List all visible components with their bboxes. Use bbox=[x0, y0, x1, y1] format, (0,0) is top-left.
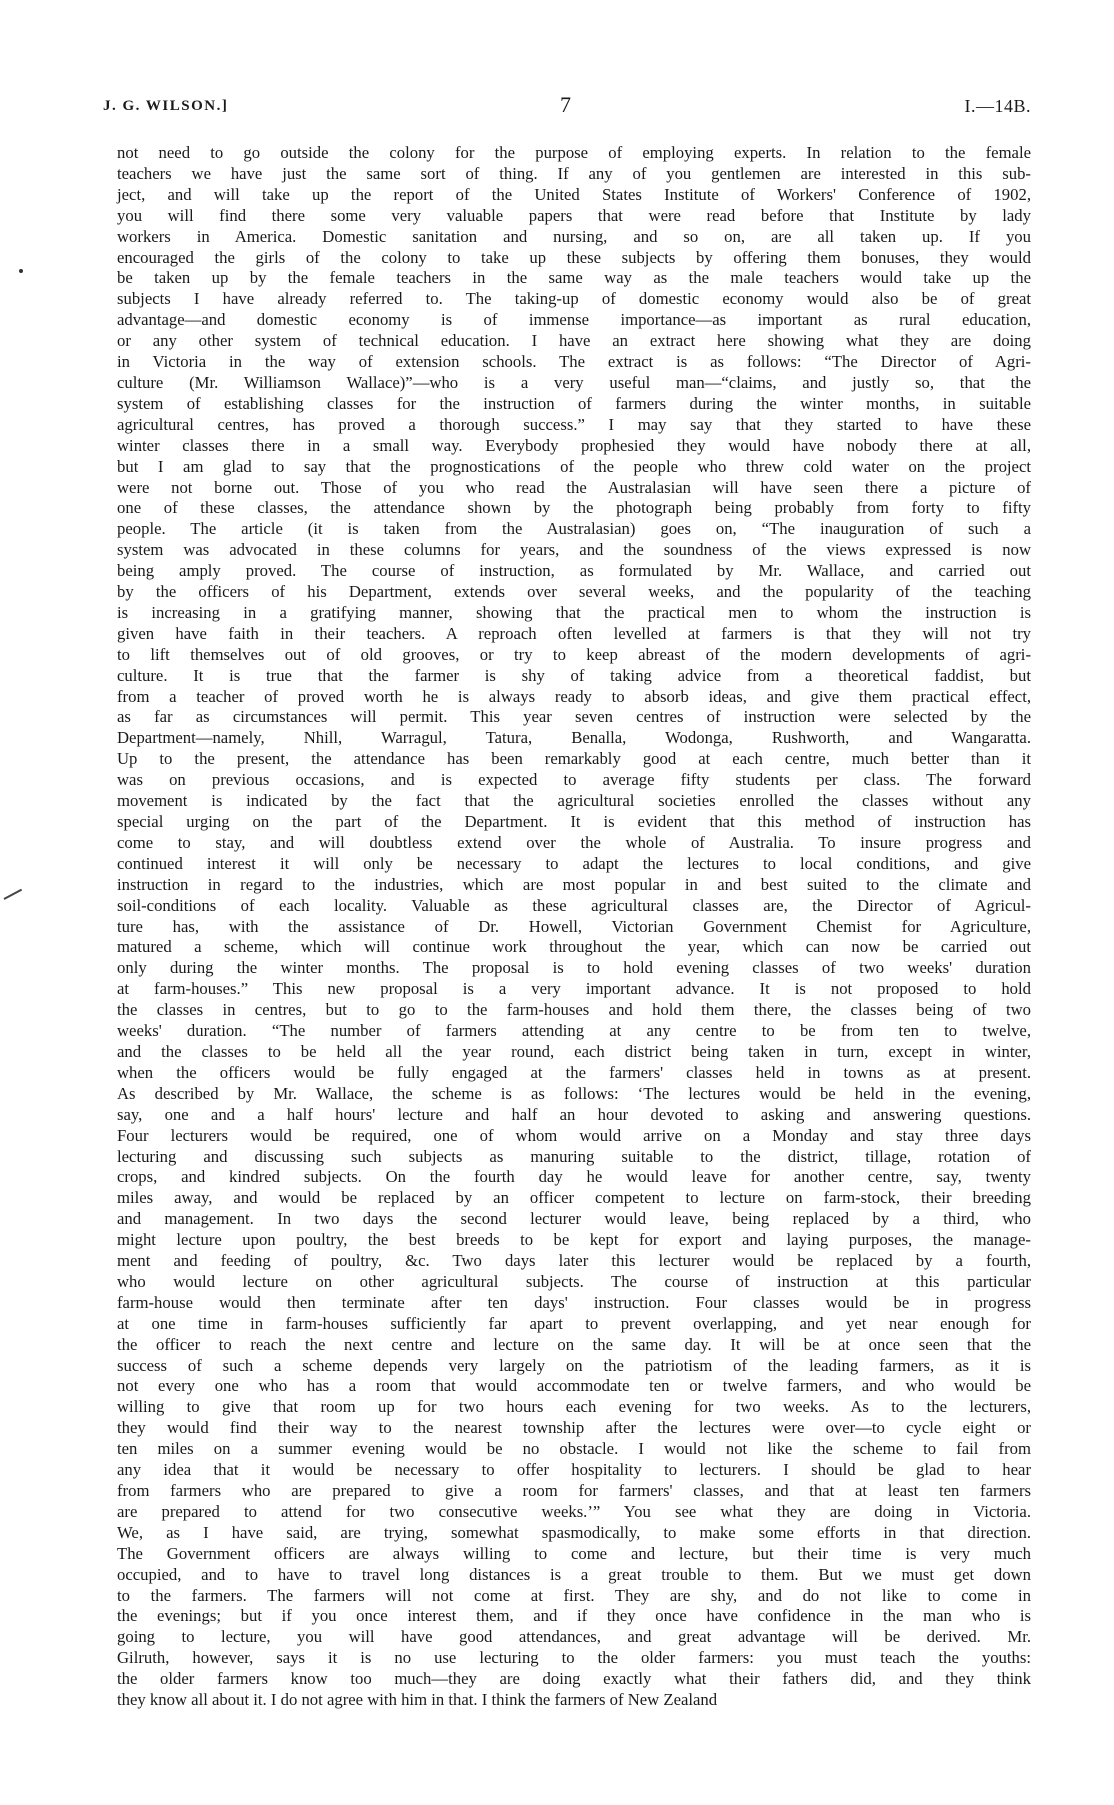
text-line: crops, and kindred subjects. On the fourth day he would leave for another centre, say, twenty bbox=[117, 1167, 1031, 1187]
text-line: Gilruth, however, says it is no use lecturing to the older farmers: you must teach the youths: bbox=[117, 1648, 1031, 1668]
text-line: to the farmers. The farmers will not come at first. They are shy, and do not like to come in bbox=[117, 1585, 1031, 1605]
text-line: given have faith in their teachers. A reproach often levelled at farmers is that they will not try bbox=[117, 623, 1031, 643]
text-line: going to lecture, you will have good attendances, and great advantage will be derived. Mr. bbox=[117, 1627, 1031, 1647]
text-line: As described by Mr. Wallace, the scheme is as follows: ‘The lectures would be held in the evening, bbox=[117, 1083, 1031, 1103]
text-line: winter classes there in a small way. Everybody prophesied they would have nobody there at all, bbox=[117, 435, 1031, 455]
text-line: miles away, and would be replaced by an officer competent to lecture on farm-stock, their breeding bbox=[117, 1188, 1031, 1208]
text-line: you will find there some very valuable papers that were read before that Institute by lady bbox=[117, 205, 1031, 225]
text-line: culture (Mr. Williamson Wallace)”—who is a very useful man—“claims, and justly so, that the bbox=[117, 372, 1031, 392]
text-line: the older farmers know too much—they are doing exactly what their fathers did, and they think bbox=[117, 1669, 1031, 1689]
text-line: Department—namely, Nhill, Warragul, Tatura, Benalla, Wodonga, Rushworth, and Wangaratta. bbox=[117, 728, 1031, 748]
text-line: the officer to reach the next centre and lecture on the same day. It will be at once seen that the bbox=[117, 1334, 1031, 1354]
text-line: at farm-houses.” This new proposal is a very important advance. It is not proposed to hold bbox=[117, 979, 1031, 999]
text-line: workers in America. Domestic sanitation and nursing, and so on, are all taken up. If you bbox=[117, 226, 1031, 246]
text-line: when the officers would be fully engaged at the farmers' classes held in towns as at present. bbox=[117, 1062, 1031, 1082]
text-line: not every one who has a room that would accommodate ten or twelve farmers, and who would be bbox=[117, 1376, 1031, 1396]
text-line: is increasing in a gratifying manner, showing that the practical men to whom the instruction is bbox=[117, 602, 1031, 622]
text-line: weeks' duration. “The number of farmers attending at any centre to be from ten to twelve, bbox=[117, 1021, 1031, 1041]
text-line: subjects I have already referred to. The taking-up of domestic economy would also be of great bbox=[117, 289, 1031, 309]
text-line: being amply proved. The course of instruction, as formulated by Mr. Wallace, and carried out bbox=[117, 561, 1031, 581]
text-line: Four lecturers would be required, one of whom would arrive on a Monday and stay three days bbox=[117, 1125, 1031, 1145]
header-reference: I.—14B. bbox=[964, 96, 1031, 116]
text-line: system was advocated in these columns for years, and the soundness of the views expressed is now bbox=[117, 540, 1031, 560]
text-line: to lift themselves out of old grooves, or try to keep abreast of the modern developments of agri- bbox=[117, 644, 1031, 664]
text-line: We, as I have said, are trying, somewhat spasmodically, to make some efforts in that direction. bbox=[117, 1522, 1031, 1542]
text-line: system of establishing classes for the instruction of farmers during the winter months, in suitable bbox=[117, 393, 1031, 413]
text-line: only during the winter months. The proposal is to hold evening classes of two weeks' duration bbox=[117, 958, 1031, 978]
text-line: ten miles on a summer evening would be no obstacle. I would not like the scheme to fail from bbox=[117, 1439, 1031, 1459]
text-line: one of these classes, the attendance shown by the photograph being probably from forty to fifty bbox=[117, 498, 1031, 518]
text-line: agricultural centres, has proved a thorough success.” I may say that they started to have these bbox=[117, 414, 1031, 434]
text-line: they know all about it. I do not agree with him in that. I think the farmers of New Zealand bbox=[117, 1690, 718, 1710]
text-line: continued interest it will only be necessary to adapt the lectures to local conditions, and give bbox=[117, 853, 1031, 873]
text-line: the classes in centres, but to go to the farm-houses and hold them there, the classes being of two bbox=[117, 1000, 1031, 1020]
header-page-number: 7 bbox=[560, 92, 571, 117]
text-line: willing to give that room up for two hours each evening for two weeks. As to the lecturers, bbox=[117, 1397, 1031, 1417]
text-line: they would find their way to the nearest township after the lectures were over—to cycle eight or bbox=[117, 1418, 1031, 1438]
text-line: movement is indicated by the fact that the agricultural societies enrolled the classes without any bbox=[117, 791, 1031, 811]
text-line: and management. In two days the second lecturer would leave, being replaced by a third, who bbox=[117, 1209, 1031, 1229]
text-line: say, one and a half hours' lecture and half an hour devoted to asking and answering questions. bbox=[117, 1104, 1031, 1124]
text-line: any idea that it would be necessary to offer hospitality to lecturers. I should be glad to hear bbox=[117, 1460, 1031, 1480]
text-line: from farmers who are prepared to give a room for farmers' classes, and that at least ten farmers bbox=[117, 1481, 1031, 1500]
text-line: the evenings; but if you once interest them, and if they once have confidence in the man who is bbox=[117, 1606, 1031, 1626]
body-text bbox=[117, 143, 1031, 1711]
text-line: people. The article (it is taken from the Australasian) goes on, “The inauguration of such a bbox=[117, 519, 1031, 539]
text-line: was on previous occasions, and is expected to average fifty students per class. The forward bbox=[117, 770, 1031, 790]
text-line: culture. It is true that the farmer is shy of taking advice from a theoretical faddist, but bbox=[117, 665, 1031, 685]
text-line: from a teacher of proved worth he is always ready to absorb ideas, and give them practical effect, bbox=[117, 686, 1031, 706]
text-line: ment and feeding of poultry, &c. Two days later this lecturer would be replaced by a fourth, bbox=[117, 1251, 1031, 1271]
text-line: encouraged the girls of the colony to take up these subjects by offering them bonuses, they would bbox=[117, 247, 1031, 267]
text-line: at one time in farm-houses sufficiently far apart to prevent overlapping, and yet near enough for bbox=[117, 1313, 1031, 1333]
text-line: ject, and will take up the report of the United States Institute of Workers' Conference of 1902, bbox=[117, 184, 1031, 204]
text-line: The Government officers are always willing to come and lecture, but their time is very much bbox=[117, 1543, 1031, 1563]
text-line: special urging on the part of the Department. It is evident that this method of instruction has bbox=[117, 812, 1031, 831]
page-header bbox=[103, 92, 1031, 122]
text-line: as far as circumstances will permit. This year seven centres of instruction were selected by the bbox=[117, 707, 1031, 727]
text-line: were not borne out. Those of you who read the Australasian will have seen there a picture of bbox=[117, 477, 1031, 497]
text-line: farm-house would then terminate after ten days' instruction. Four classes would be in progress bbox=[117, 1292, 1031, 1312]
margin-tick-mark bbox=[4, 889, 23, 900]
margin-dot-mark bbox=[19, 269, 23, 273]
text-line: who would lecture on other agricultural subjects. The course of instruction at this particular bbox=[117, 1271, 1031, 1291]
text-line: or any other system of technical education. I have an extract here showing what they are doing bbox=[117, 331, 1031, 351]
text-line: are prepared to attend for two consecutive weeks.’” You see what they are doing in Victoria. bbox=[117, 1501, 1031, 1521]
text-line: Up to the present, the attendance has been remarkably good at each centre, much better than it bbox=[117, 749, 1031, 769]
text-line: by the officers of his Department, extends over several weeks, and the popularity of the teaching bbox=[117, 582, 1031, 602]
text-line: teachers we have just the same sort of thing. If any of you gentlemen are interested in this sub- bbox=[117, 163, 1031, 183]
text-line: success of such a scheme depends very largely on the patriotism of the leading farmers, as it is bbox=[117, 1355, 1031, 1375]
text-line: not need to go outside the colony for the purpose of employing experts. In relation to the female bbox=[117, 143, 1031, 162]
text-line: might lecture upon poultry, the best breeds to be kept for export and laying purposes, the manage- bbox=[117, 1230, 1031, 1250]
text-line: advantage—and domestic economy is of immense importance—as important as rural education, bbox=[117, 310, 1031, 330]
text-line: and the classes to be held all the year round, each district being taken in turn, except in winter, bbox=[117, 1041, 1031, 1061]
text-line: be taken up by the female teachers in the same way as the male teachers would take up the bbox=[117, 268, 1031, 288]
text-line: instruction in regard to the industries, which are most popular in and best suited to the climate and bbox=[117, 874, 1031, 894]
text-line: soil-conditions of each locality. Valuable as these agricultural classes are, the Director of Agricul- bbox=[117, 895, 1031, 915]
text-line: occupied, and to have to travel long distances is a great trouble to them. But we must get down bbox=[117, 1564, 1031, 1584]
text-line: ture has, with the assistance of Dr. Howell, Victorian Government Chemist for Agriculture, bbox=[117, 916, 1031, 936]
text-line: lecturing and discussing such subjects as manuring suitable to the district, tillage, rotation of bbox=[117, 1146, 1031, 1166]
text-line: in Victoria in the way of extension schools. The extract is as follows: “The Director of Agri- bbox=[117, 352, 1031, 372]
text-line: matured a scheme, which will continue work throughout the year, which can now be carried out bbox=[117, 937, 1031, 957]
text-line: but I am glad to say that the prognostications of the people who threw cold water on the project bbox=[117, 456, 1031, 476]
header-author: J. G. WILSON.] bbox=[103, 98, 229, 114]
text-line: come to stay, and will doubtless extend over the whole of Australia. To insure progress and bbox=[117, 832, 1031, 852]
